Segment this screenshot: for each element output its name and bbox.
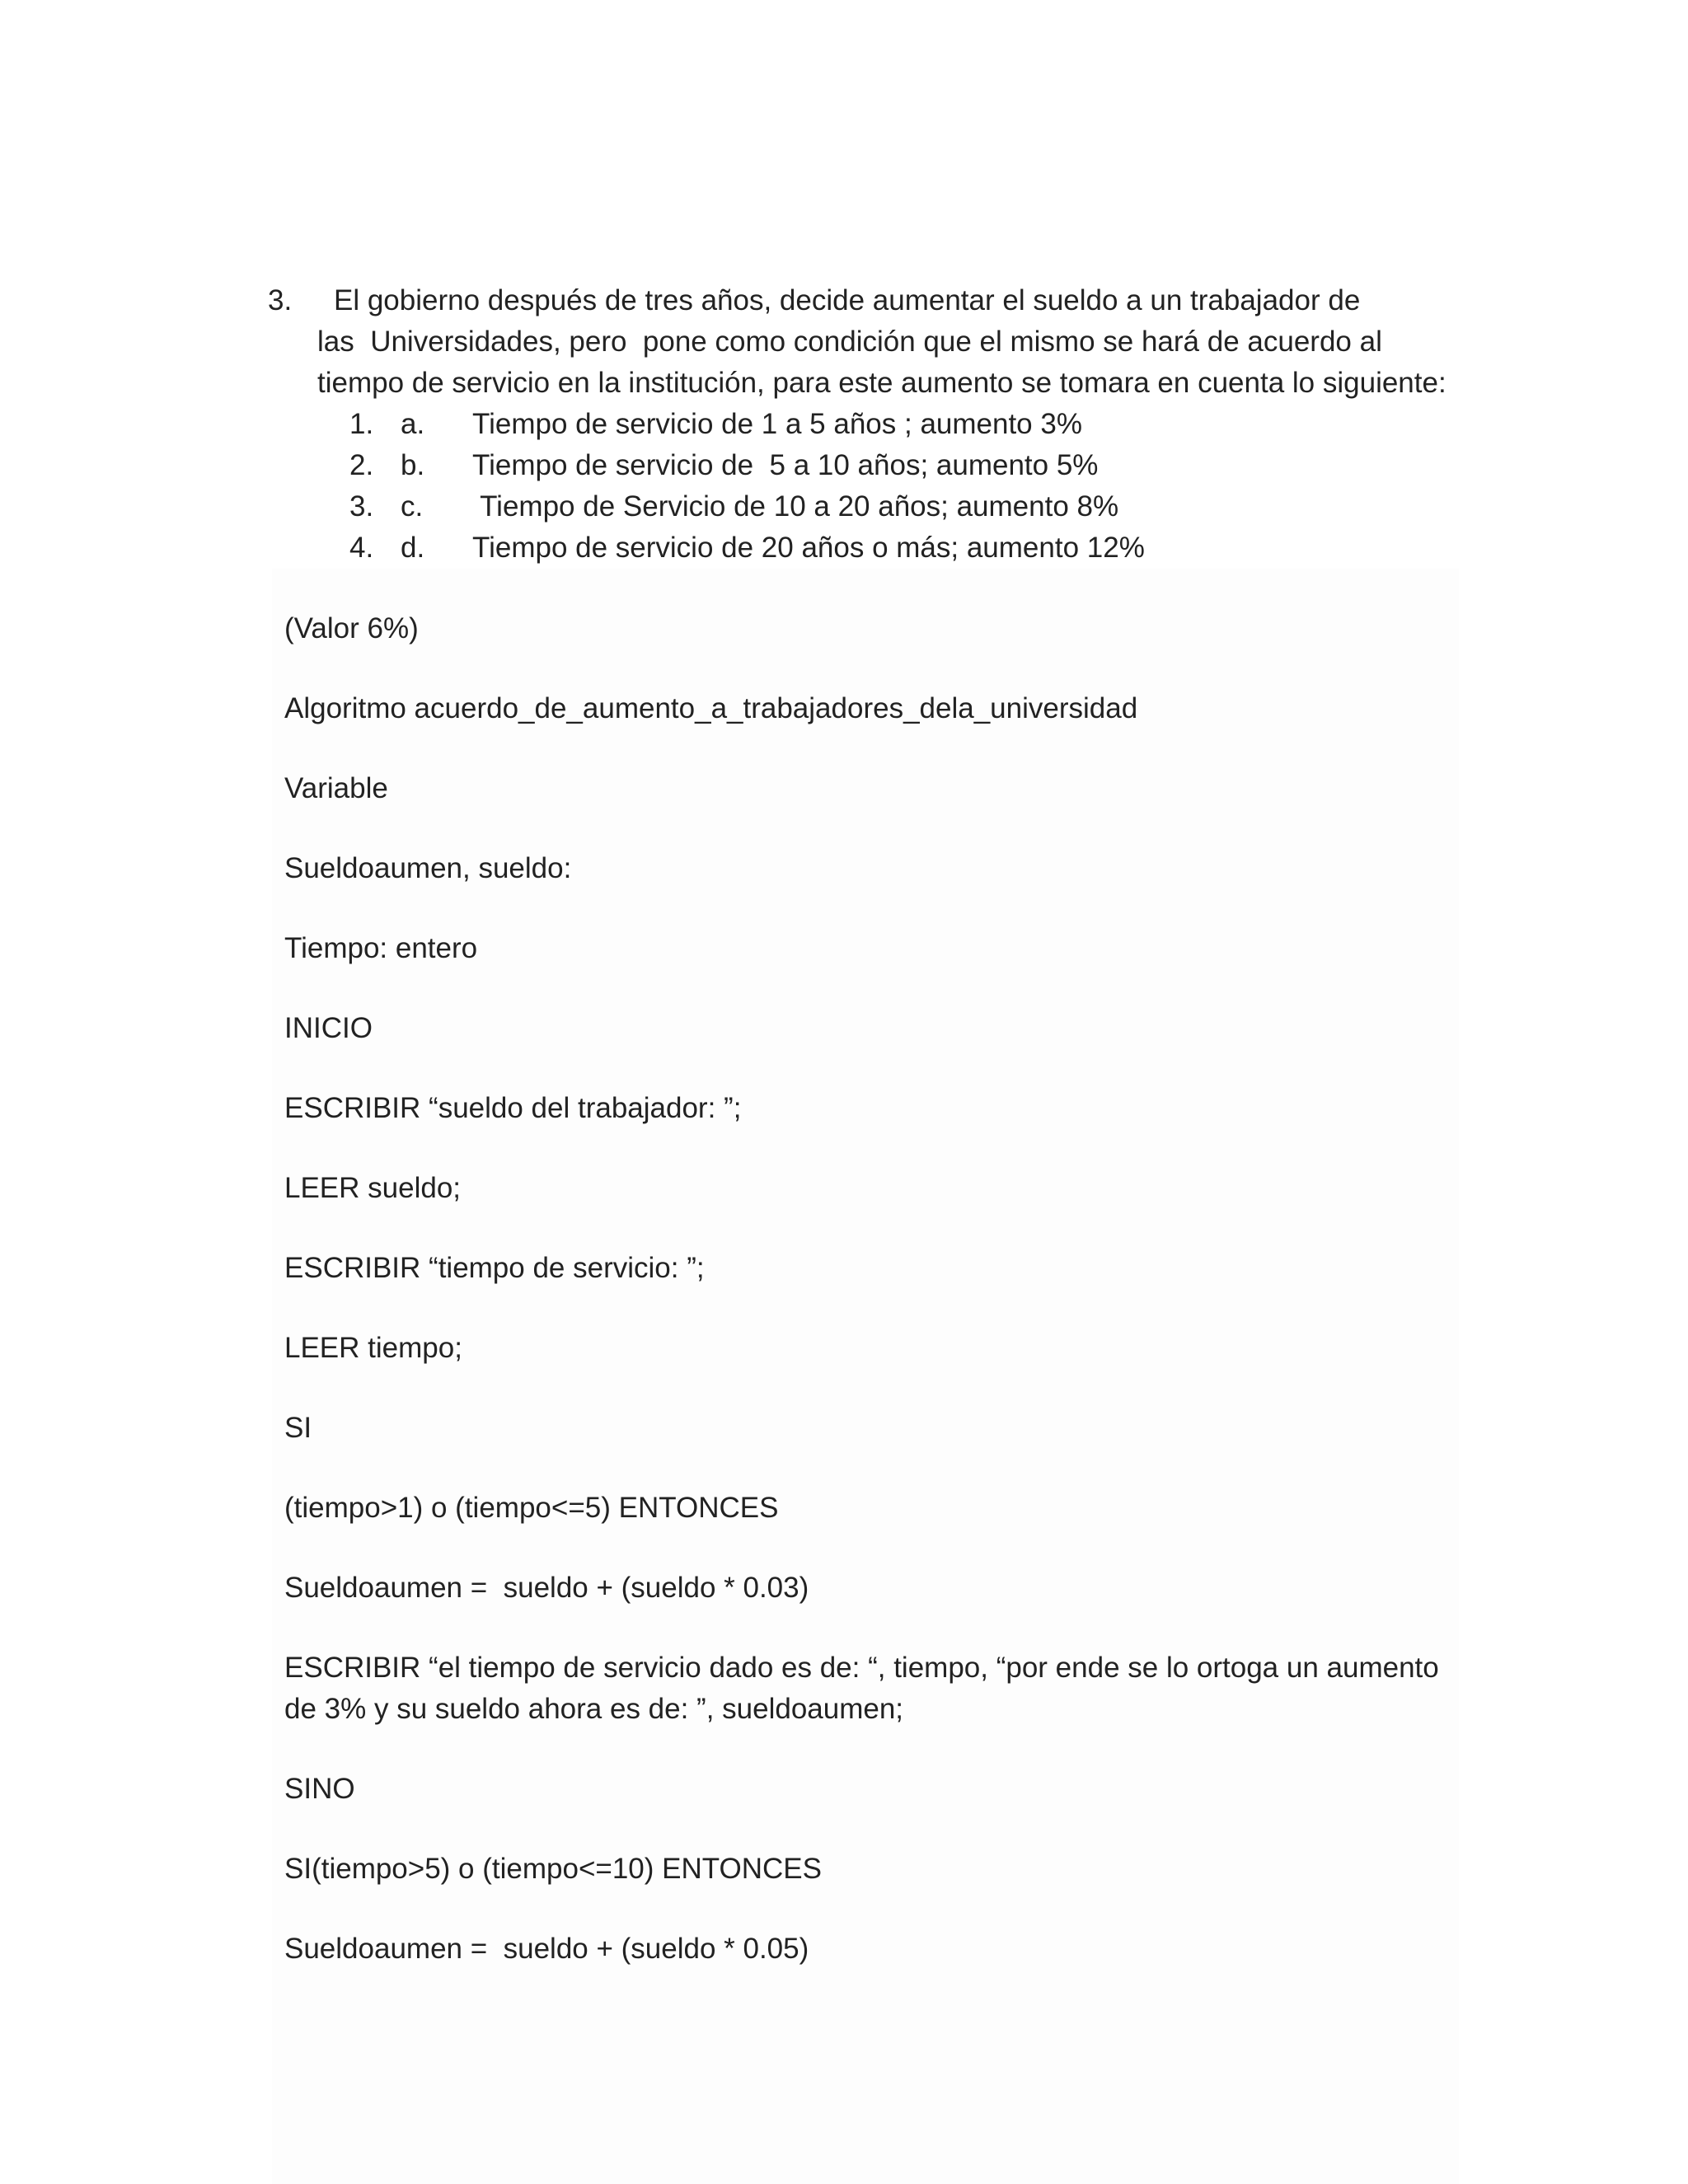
- list-item-letter: c.: [401, 490, 424, 523]
- list-item-number: 3.: [349, 490, 374, 523]
- list-item-number: 1.: [349, 408, 374, 440]
- question-text-line-1: El gobierno después de tres años, decide aumentar el sueldo a un trabajador de: [334, 284, 1361, 316]
- list-item-text: Tiempo de servicio de 1 a 5 años ; aumento 3%: [472, 408, 1082, 440]
- list-item-number: 2.: [349, 449, 374, 481]
- code-line-write: ESCRIBIR “sueldo del trabajador: ”;: [284, 1092, 742, 1124]
- question-text-line-3: tiempo de servicio en la institución, para este aumento se tomara en cuenta lo siguiente:: [317, 367, 1447, 399]
- code-line-condition: SI(tiempo>5) o (tiempo<=10) ENTONCES: [284, 1853, 822, 1885]
- list-item-text: Tiempo de servicio de 5 a 10 años; aumento 5%: [472, 449, 1099, 481]
- code-line-read: LEER tiempo;: [284, 1332, 462, 1364]
- question-value: (Valor 6%): [284, 612, 419, 644]
- code-line-inicio: INICIO: [284, 1012, 373, 1044]
- code-line-if: SI: [284, 1412, 312, 1444]
- code-line-algorithm: Algoritmo acuerdo_de_aumento_a_trabajadores_dela_universidad: [284, 692, 1138, 724]
- list-item-letter: a.: [401, 408, 425, 440]
- list-item-letter: b.: [401, 449, 425, 481]
- code-line-else: SINO: [284, 1773, 355, 1805]
- list-item-number: 4.: [349, 532, 374, 564]
- code-line-assignment: Sueldoaumen = sueldo + (sueldo * 0.05): [284, 1933, 809, 1965]
- list-item-letter: d.: [401, 532, 425, 564]
- question-text-line-2: las Universidades, pero pone como condición que el mismo se hará de acuerdo al: [317, 326, 1382, 358]
- code-line-write: ESCRIBIR “tiempo de servicio: ”;: [284, 1252, 705, 1284]
- code-line-declaration: Sueldoaumen, sueldo:: [284, 852, 572, 884]
- list-item-text: Tiempo de servicio de 20 años o más; aumento 12%: [472, 532, 1145, 564]
- question-number: 3.: [268, 284, 293, 316]
- code-line-write-result: ESCRIBIR “el tiempo de servicio dado es de: “, tiempo, “por ende se lo ortoga un aumento de 3% y su sueldo ahora es de: ”, sueldoaumen;: [284, 1652, 1439, 1725]
- code-line-read: LEER sueldo;: [284, 1172, 462, 1204]
- code-line-assignment: Sueldoaumen = sueldo + (sueldo * 0.03): [284, 1572, 809, 1604]
- code-line-condition: (tiempo>1) o (tiempo<=5) ENTONCES: [284, 1492, 779, 1524]
- code-line-declaration: Tiempo: entero: [284, 932, 478, 964]
- list-item-text: Tiempo de Servicio de 10 a 20 años; aumento 8%: [472, 490, 1119, 523]
- code-line-variable: Variable: [284, 772, 388, 804]
